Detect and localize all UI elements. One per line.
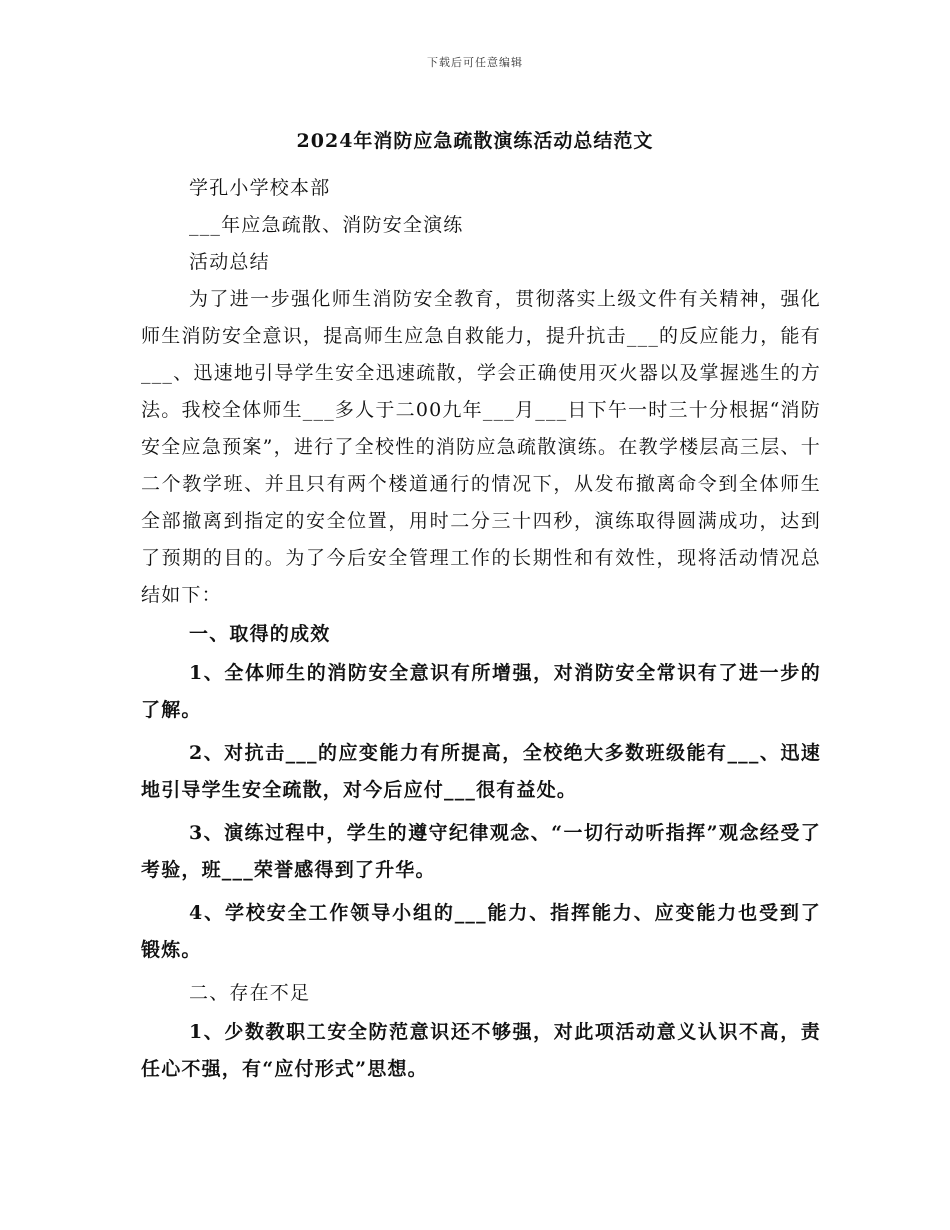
section-heading-shortcomings: 二、存在不足 — [189, 982, 311, 1004]
intro-line-school: 学孔小学校本部 — [189, 177, 331, 199]
header-note: 下载后可任意编辑 — [427, 56, 523, 69]
achievement-item-3: 3、演练过程中，学生的遵守纪律观念、“一切行动听指挥”观念经受了考验，班___荣誉感得到了升华。 — [141, 822, 821, 881]
shortcoming-item-1: 1、少数教职工安全防范意识还不够强，对此项活动意义认识不高，责任心不强，有“应付形式”思想。 — [141, 1021, 821, 1080]
document-title: 2024年消防应急疏散演练活动总结范文 — [296, 130, 654, 152]
achievement-item-4: 4、学校安全工作领导小组的___能力、指挥能力、应变能力也受到了锻炼。 — [141, 902, 821, 961]
section-heading-achievements: 一、取得的成效 — [189, 623, 331, 645]
achievement-item-1: 1、全体师生的消防安全意识有所增强，对消防安全常识有了进一步的了解。 — [141, 662, 821, 721]
intro-line-summary: 活动总结 — [189, 251, 270, 273]
document-body — [141, 170, 821, 1088]
intro-line-drill: ___年应急疏散、消防安全演练 — [189, 214, 464, 236]
opening-paragraph: 为了进一步强化师生消防安全教育，贯彻落实上级文件有关精神，强化师生消防安全意识，提高师生应急自救能力，提升抗击___的反应能力，能有___、迅速地引导学生安全迅速疏散，学会正确使用灭火器以及掌握逃生的方法。我校全体师生___多人于二00九年___月___日下午一时三十分根据“消防安全应急预案”，进行了全校性的消防应急疏散演练。在教学楼层高三层、十二个教学班、并且只有两个楼道通行的情况下，从发布撤离命令到全体师生全部撤离到指定的安全位置，用时二分三十四秒，演练取得圆满成功，达到了预期的目的。为了今后安全管理工作的长期性和有效性，现将活动情况总结如下： — [141, 288, 821, 606]
achievement-item-2: 2、对抗击___的应变能力有所提高，全校绝大多数班级能有___、迅速地引导学生安全疏散，对今后应付___很有益处。 — [141, 742, 821, 801]
